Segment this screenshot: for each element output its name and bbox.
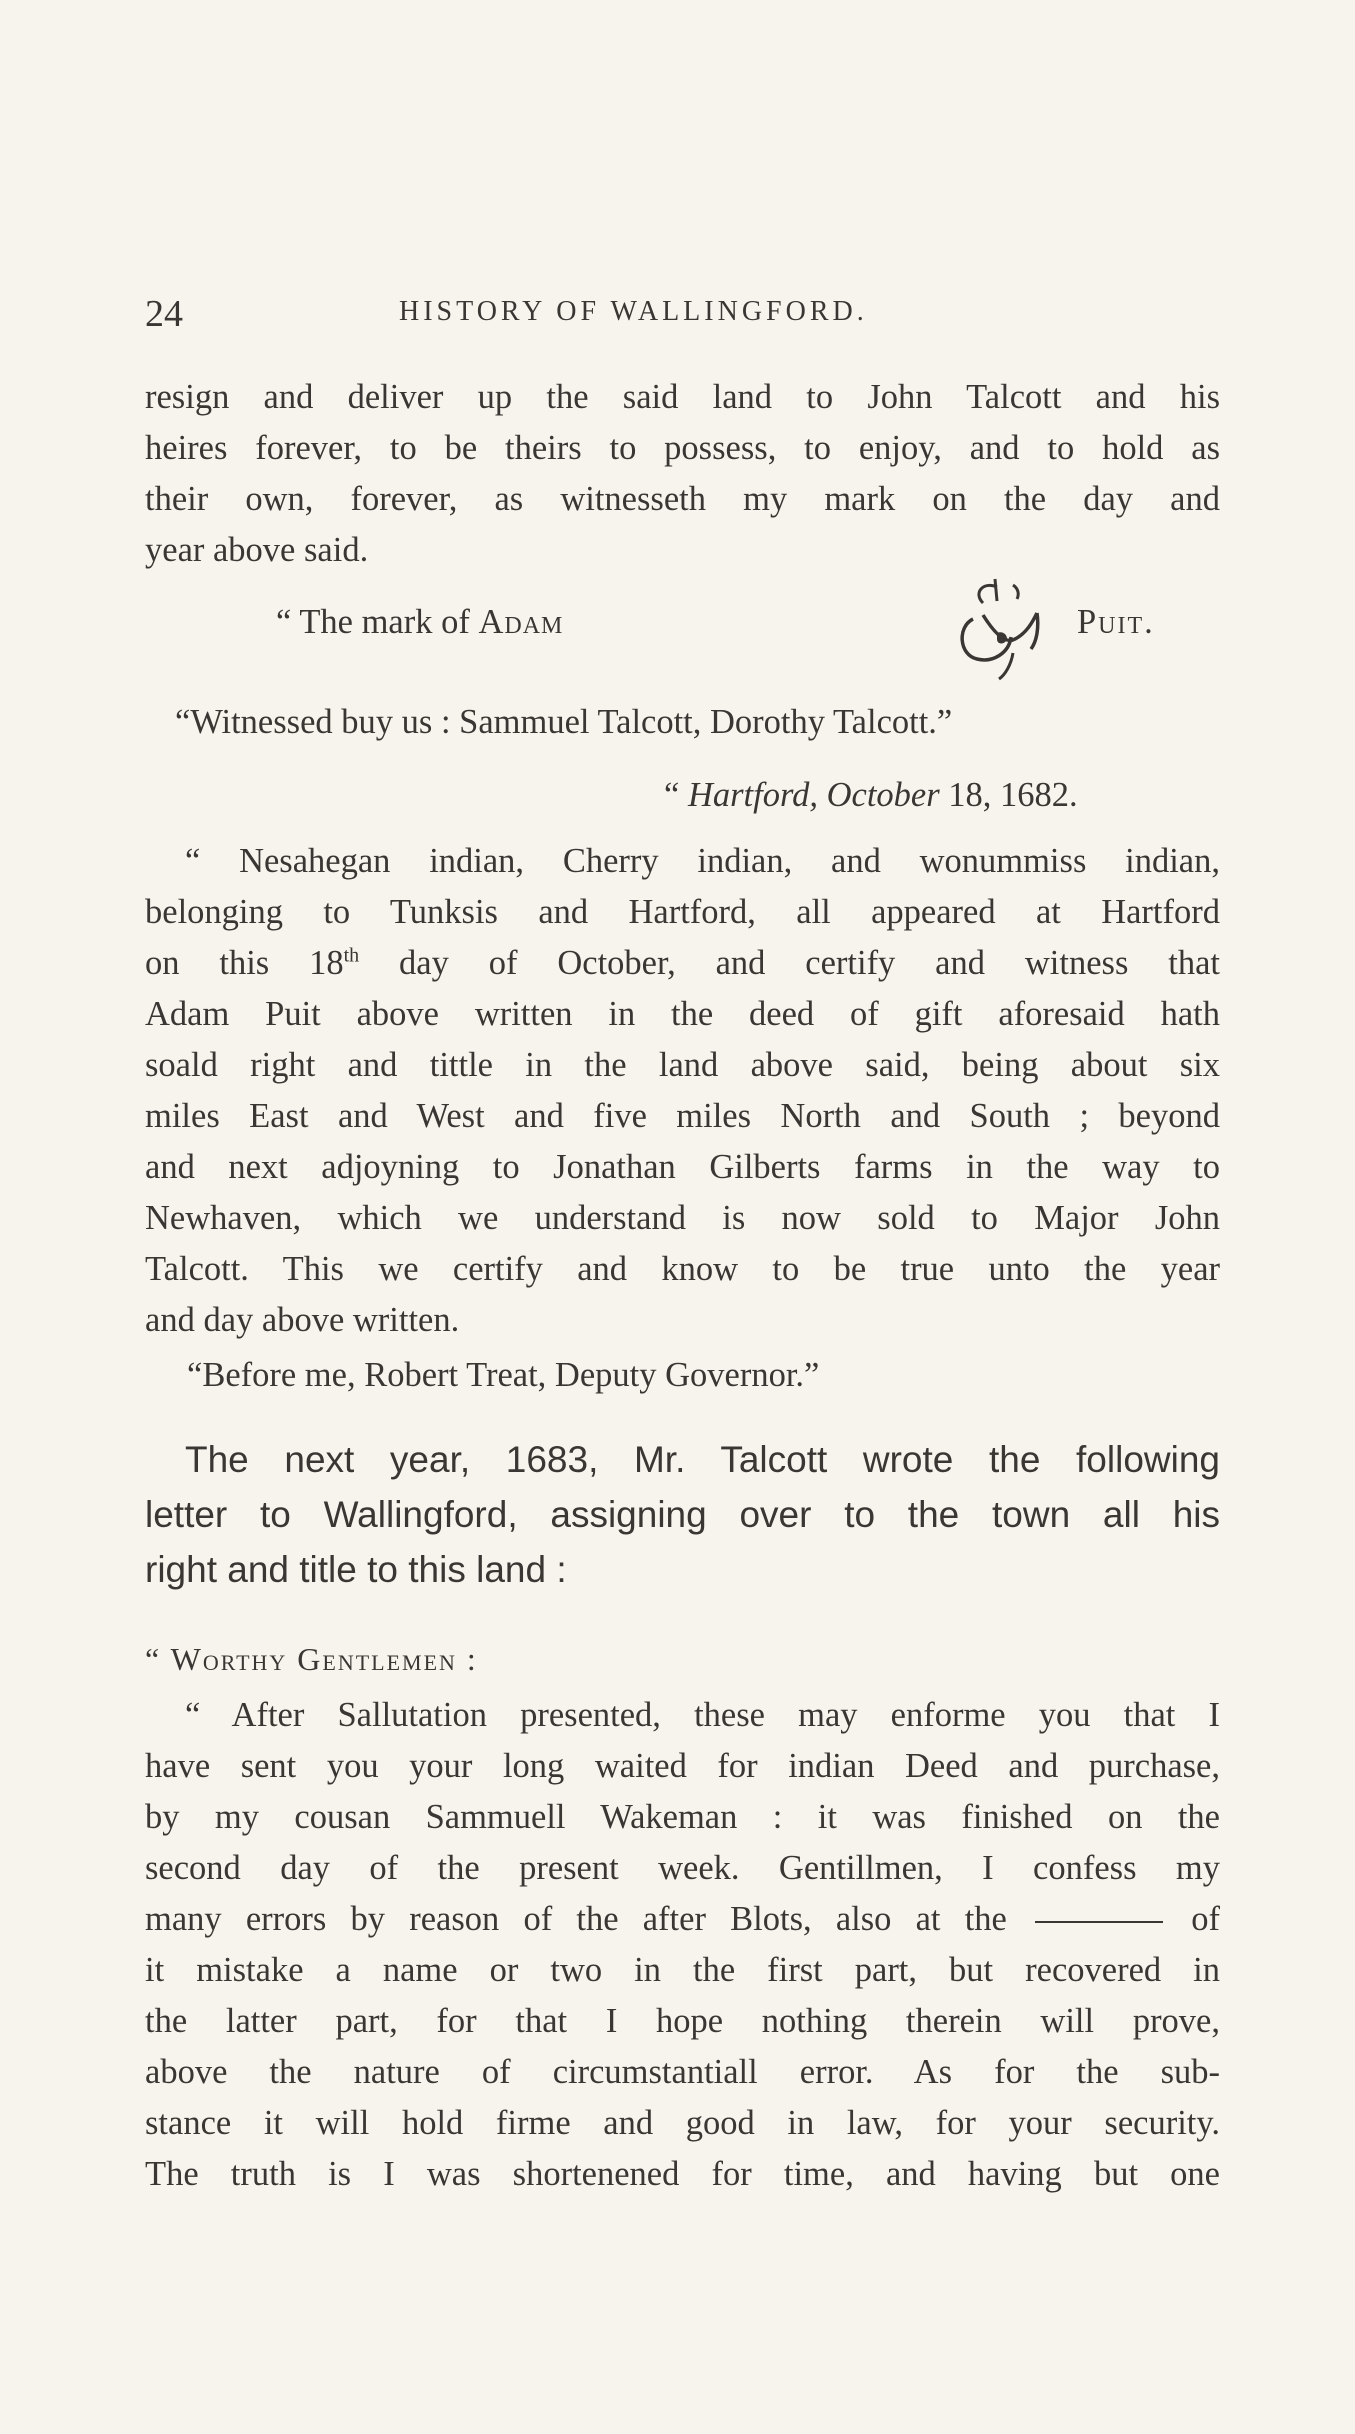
text-line: Talcott. This we certify and know to be true unto the year <box>145 1250 1220 1288</box>
narrative-paragraph <box>145 1432 1220 1597</box>
text-line: and day above written. <box>145 1301 460 1339</box>
text-line <box>145 938 1220 989</box>
dateline <box>664 770 1078 821</box>
running-head: HISTORY OF WALLINGFORD. <box>399 296 868 327</box>
testimony-paragraph <box>145 836 1220 1346</box>
text-fragment: of <box>1191 1900 1220 1938</box>
text-line: right and title to this land : <box>145 1549 567 1590</box>
text-line: “ Nesahegan indian, Cherry indian, and wonummiss indian, <box>185 842 1220 880</box>
attestation-line: “Before me, Robert Treat, Deputy Governor.” <box>187 1356 820 1394</box>
mark-label <box>276 603 563 642</box>
text-line: above the nature of circumstantiall error. As for the sub- <box>145 2053 1220 2091</box>
text-line: The next year, 1683, Mr. Talcott wrote the following <box>185 1439 1220 1480</box>
signature-mark-line <box>145 565 1220 685</box>
text-line: miles East and West and five miles North and South ; beyond <box>145 1097 1220 1135</box>
text-line: “ After Sallutation presented, these may enforme you that I <box>185 1696 1220 1734</box>
text-line: the latter part, for that I hope nothing therein will prove, <box>145 2002 1220 2040</box>
text-fragment: many errors by reason of the after Blots, also at the <box>145 1900 1007 1938</box>
mark-first-name: Adam <box>478 603 564 641</box>
text-line: have sent you your long waited for indian Deed and purchase, <box>145 1747 1220 1785</box>
text-line: and next adjoyning to Jonathan Gilberts farms in the way to <box>145 1148 1220 1186</box>
text-line: by my cousan Sammuell Wakeman : it was finished on the <box>145 1798 1220 1836</box>
text-line: heires forever, to be theirs to possess, to enjoy, and to hold as <box>145 429 1220 467</box>
dateline-date: 18, 1682. <box>939 776 1078 814</box>
mark-prefix: “ The mark of <box>276 603 479 641</box>
text-line <box>145 1894 1220 1945</box>
page-number: 24 <box>145 293 183 335</box>
text-line: resign and deliver up the said land to John Talcott and his <box>145 378 1220 416</box>
text-line: Newhaven, which we understand is now sold to Major John <box>145 1199 1220 1237</box>
text-line: their own, forever, as witnesseth my mark on the day and <box>145 480 1220 518</box>
text-line: year above said. <box>145 531 369 569</box>
page-header <box>145 292 1233 342</box>
text-line: it mistake a name or two in the first part, but recovered in <box>145 1951 1220 1989</box>
letter-paragraph <box>145 1690 1220 2200</box>
text-line: stance it will hold firme and good in law, for your security. <box>145 2104 1220 2142</box>
omission-dash <box>1035 1921 1163 1923</box>
text-fragment: on this 18 <box>145 944 344 982</box>
ordinal-suffix: th <box>343 944 360 967</box>
text-line: letter to Wallingford, assigning over to the town all his <box>145 1494 1220 1535</box>
letter-salutation: “ Worthy Gentlemen : <box>145 1641 478 1677</box>
text-line: second day of the present week. Gentillmen, I confess my <box>145 1849 1220 1887</box>
text-line: The truth is I was shortenened for time, and having but one <box>145 2155 1220 2193</box>
dateline-quote: “ <box>664 776 688 814</box>
text-line: Adam Puit above written in the deed of gift aforesaid hath <box>145 995 1220 1033</box>
signature-mark-icon <box>953 575 1045 683</box>
text-line: soald right and tittle in the land above said, being about six <box>145 1046 1220 1084</box>
text-line: belonging to Tunksis and Hartford, all appeared at Hartford <box>145 893 1220 931</box>
witness-line: “Witnessed buy us : Sammuel Talcott, Dorothy Talcott.” <box>175 703 953 741</box>
dateline-place: Hartford, October <box>687 776 940 814</box>
mark-last-name: Puit. <box>1077 603 1155 641</box>
text-fragment: day of October, and certify and witness that <box>359 944 1220 982</box>
deed-closing-paragraph <box>145 372 1220 576</box>
